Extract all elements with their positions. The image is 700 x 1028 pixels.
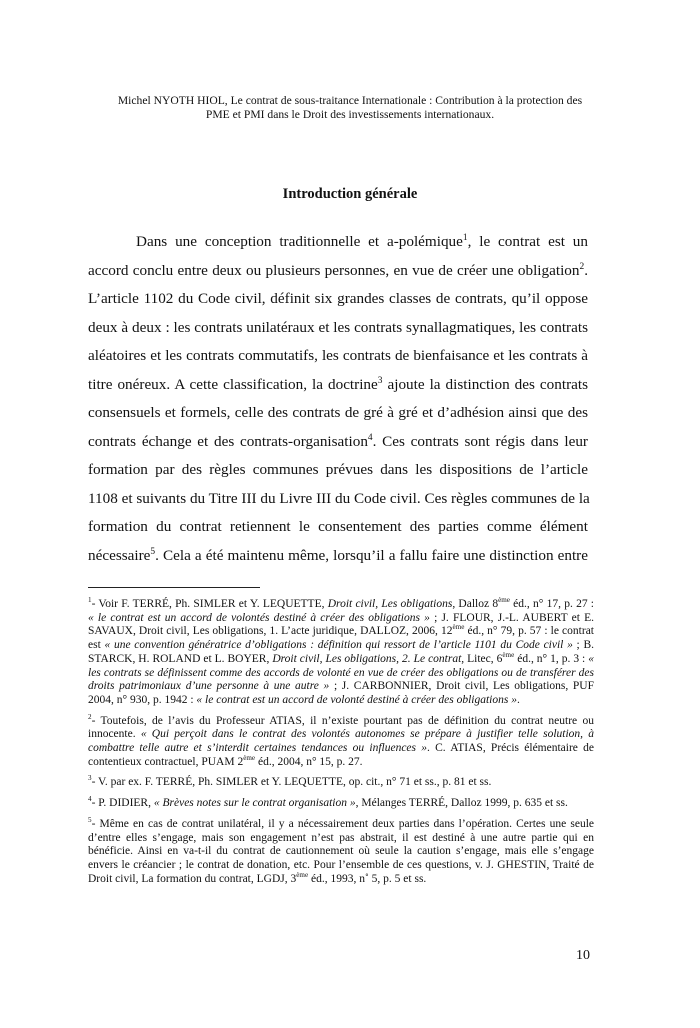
- body-line: [88, 401, 588, 430]
- text-run: ; J. CARBONNIER, Droit civil, Les obligations, PUF 2004, n° 930, p. 1942 :: [88, 680, 594, 706]
- superscript: 1: [462, 232, 468, 243]
- body-line: [88, 287, 588, 316]
- body-line: [88, 259, 588, 288]
- superscript: 2: [579, 261, 585, 272]
- text-run: éd., n° 17, p. 27 :: [509, 598, 595, 610]
- text-run: . Cela a été maintenu même, lorsqu’il a fallu faire une distinction entre: [155, 546, 588, 564]
- text-run: , Dalloz 8: [452, 598, 499, 610]
- superscript: 5: [150, 546, 156, 557]
- text-run: deux à deux : les contrats unilatéraux et les contrats synallagmatiques, les contrats: [88, 318, 588, 336]
- italic-text: « le contrat est un accord de volonté destiné à créer des obligations »: [196, 693, 517, 706]
- header-line-1: Michel NYOTH HIOL, Le contrat de sous-traitance Internationale : Contribution à la protection des: [117, 94, 583, 107]
- superscript: 5: [88, 816, 92, 825]
- header-line-2: PME et PMI dans le Droit des investissements internationaux.: [205, 108, 495, 121]
- body-line: [88, 515, 588, 544]
- footnote-separator: [88, 587, 260, 588]
- text-run: éd., n° 79, p. 57 : le contrat est: [88, 625, 594, 652]
- text-run: ; B. STARCK, H. ROLAND et L. BOYER,: [88, 639, 594, 665]
- italic-text: « le contrat est un accord de volontés destiné à créer des obligations »: [88, 611, 430, 624]
- italic-text: Droit civil, Les obligations, 2. Le contrat: [272, 652, 462, 665]
- superscript: 4: [88, 795, 92, 804]
- text-run: L’article 1102 du Code civil, définit six grandes classes de contrats, qu’il oppose: [88, 290, 588, 307]
- text-run: éd., 1993, n˚ 5, p. 5 et ss.: [308, 872, 427, 885]
- body-line: [88, 373, 588, 402]
- italic-text: « les contrats se définissent comme des accords de volonté en vue de créer des obligations ou de transférer des droits patrimoniaux d’une personne à une autre »: [88, 652, 594, 693]
- superscript: 4: [367, 432, 373, 443]
- text-run: aléatoires et les contrats commutatifs, les contrats de bienfaisance et les contrats à: [88, 347, 588, 364]
- running-header: [60, 94, 640, 122]
- body-line: [88, 430, 588, 459]
- text-run: formation par des règles communes prévues dans les dispositions de l’article: [88, 461, 588, 478]
- superscript: 1: [88, 596, 92, 605]
- text-run: titre onéreux. A cette classification, la doctrine: [88, 375, 378, 393]
- italic-text: Droit civil, Les obligations: [327, 598, 453, 610]
- footnote-3: [88, 776, 594, 790]
- page-number: 10: [576, 948, 590, 963]
- text-run: .: [584, 261, 588, 279]
- body-line: [88, 344, 588, 373]
- superscript: ème: [243, 753, 256, 762]
- text-run: éd., 2004, n° 15, p. 27.: [255, 755, 363, 768]
- text-run: - Toutefois, de l’avis du Professeur ATIAS, il n’existe pourtant pas de définition du contrat neutre ou innocente.: [88, 714, 594, 741]
- italic-text: « Brèves notes sur le contrat organisation »: [153, 797, 356, 810]
- text-run: .: [516, 693, 520, 706]
- text-run: , Litec, 6: [461, 652, 503, 665]
- text-run: - P. DIDIER,: [91, 797, 154, 810]
- text-run: ajoute la distinction des contrats: [382, 375, 588, 393]
- superscript: 3: [377, 375, 383, 386]
- footnote-1: [88, 598, 594, 708]
- superscript: 2: [88, 712, 92, 721]
- text-run: - V. par ex. F. TERRÉ, Ph. SIMLER et Y. LEQUETTE, op. cit., n° 71 et ss., p. 81 et ss.: [91, 776, 492, 789]
- text-run: éd., n° 1, p. 3 :: [514, 652, 589, 665]
- text-run: nécessaire: [88, 546, 151, 564]
- superscript: ème: [296, 870, 309, 879]
- text-run: Dans une conception traditionnelle et a-polémique: [136, 233, 463, 250]
- text-run: contrats échange et des contrats-organisation: [88, 432, 368, 450]
- footnote-2: [88, 712, 595, 770]
- text-run: 1108 et suivants du Titre III du Livre III du Code civil. Ces règles communes de la: [88, 489, 590, 507]
- section-title: Introduction générale: [282, 186, 418, 202]
- body-text: [88, 230, 588, 572]
- superscript: 3: [88, 774, 92, 783]
- footnote-4: [88, 797, 594, 811]
- body-line: [88, 316, 588, 345]
- body-line: [88, 544, 588, 573]
- footnotes: [88, 598, 594, 893]
- superscript: ème: [502, 650, 515, 659]
- text-run: - Voir F. TERRÉ, Ph. SIMLER et Y. LEQUETTE,: [91, 598, 328, 610]
- footnote-5: [88, 818, 594, 887]
- text-run: , Mélanges TERRÉ, Dalloz 1999, p. 635 et ss.: [355, 797, 568, 810]
- italic-text: « une convention génératrice d’obligations : définition qui ressort de l’article 1101 du Code civil »: [104, 639, 573, 652]
- body-line: [88, 487, 588, 516]
- text-run: ; J. FLOUR, J.-L. AUBERT et E. SAVAUX, Droit civil, Les obligations, 1. L’acte juridique, DALLOZ, 2006, 12: [88, 611, 594, 638]
- text-run: . C. ATIAS, Précis élémentaire de contentieux contractuel, PUAM 2: [88, 742, 594, 768]
- text-run: consensuels et formels, celle des contrats de gré à gré et d’adhésion ainsi que des: [88, 404, 588, 421]
- text-run: , le contrat est un: [467, 233, 588, 250]
- italic-text: « Qui perçoit dans le contrat des volontés autonomes se prépare à justifier telle solution, à combattre telle autre et s’interdit certaines tendances ou influences »: [88, 728, 595, 755]
- body-line: [88, 458, 588, 487]
- superscript: ème: [498, 596, 510, 605]
- superscript: ème: [452, 623, 465, 632]
- text-run: - Même en cas de contrat unilatéral, il y a nécessairement deux parties dans l’opération. Certes une seule d’entre elles s’engage, mais son engagement n’est pas abstrait, il est destiné à une autre partie qui en bénéficie. Ainsi en va-t-il du contrat de cautionnement où seule la caution s’engage, mais elle s’engage envers le créancier ; le contrat de donation, etc. Pour l’ensemble de ces questions, v. J. GHESTIN, Traité de Droit civil, La formation du contrat, LGDJ, 3: [88, 817, 594, 885]
- text-run: formation du contrat retiennent le consentement des parties comme élément: [88, 518, 588, 535]
- text-run: accord conclu entre deux ou plusieurs personnes, en vue de créer une obligation: [88, 261, 580, 279]
- body-line: [88, 230, 588, 259]
- text-run: . Ces contrats sont régis dans leur: [372, 432, 588, 450]
